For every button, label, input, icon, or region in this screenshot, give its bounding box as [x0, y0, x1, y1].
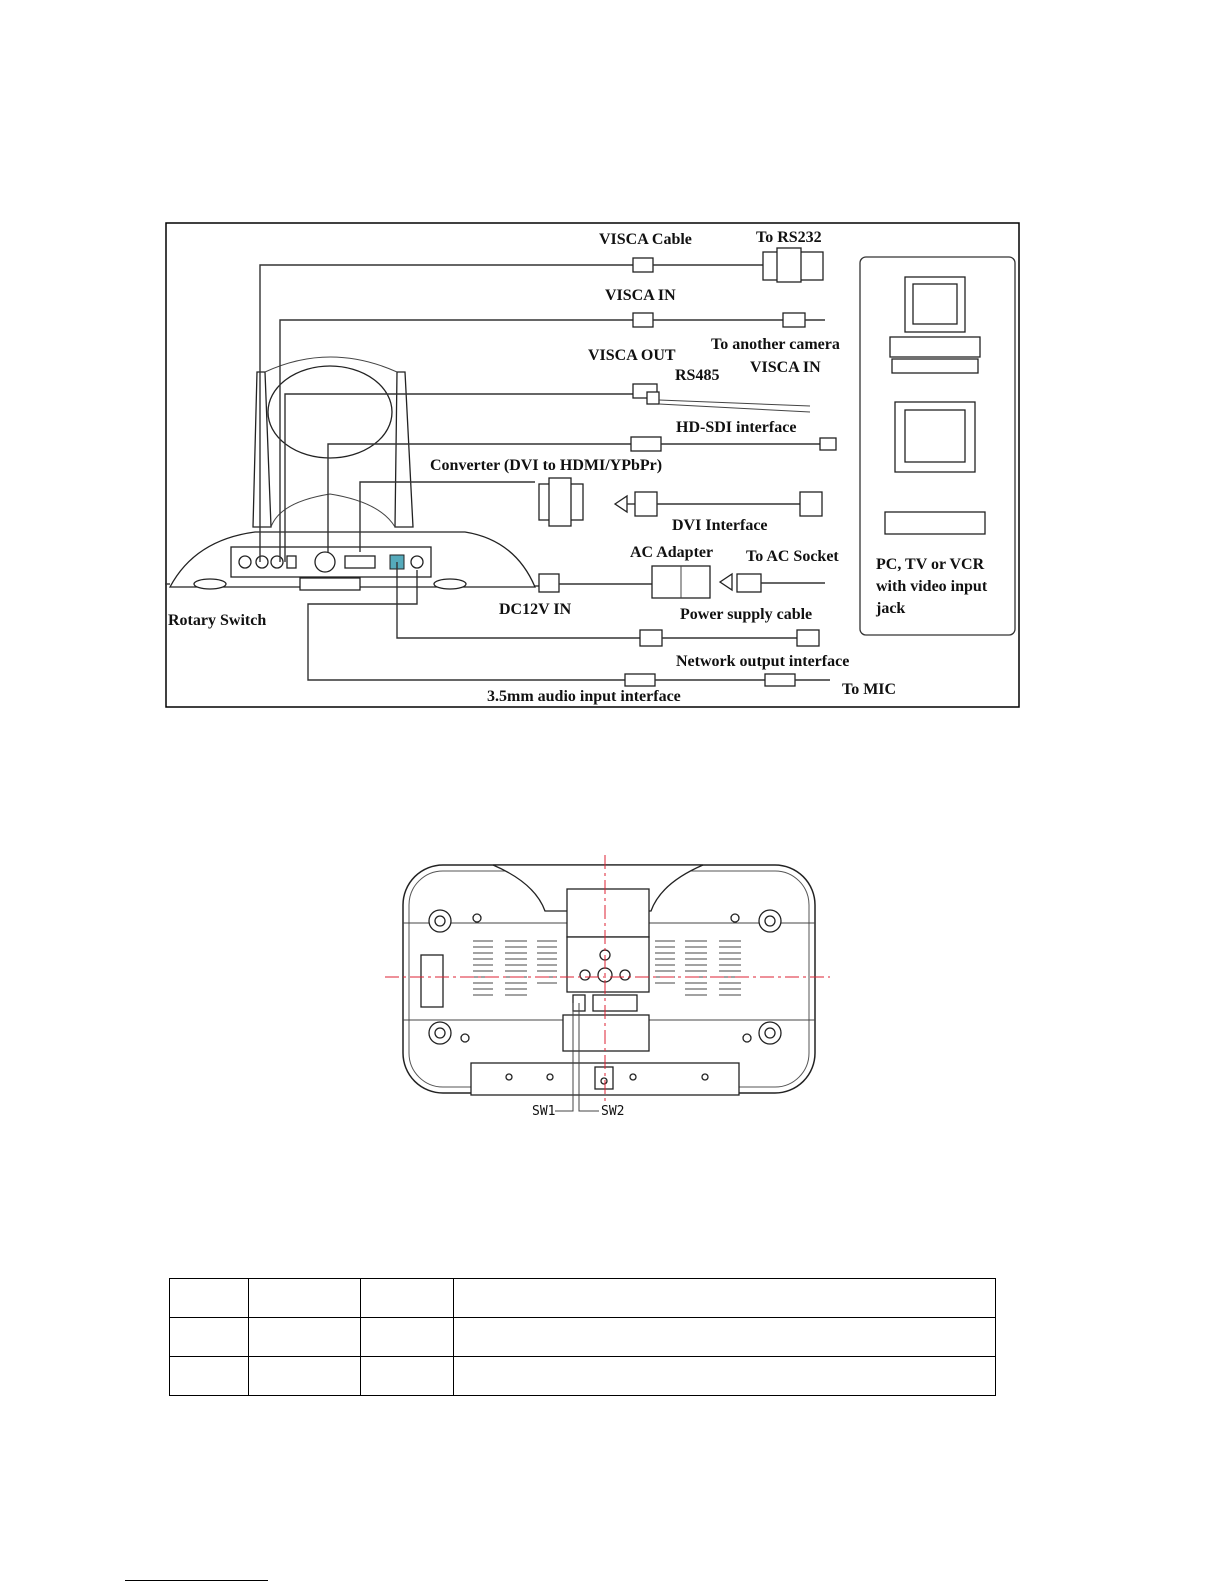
label-to-ac-socket: To AC Socket: [746, 548, 839, 565]
table-cell: [361, 1318, 454, 1357]
label-converter: Converter (DVI to HDMI/YPbPr): [430, 457, 663, 474]
label-to-mic: To MIC: [842, 681, 897, 698]
label-power-supply-cable: Power supply cable: [680, 606, 813, 623]
table-cell: [249, 1357, 361, 1396]
switch-settings-table: [169, 1278, 996, 1396]
connection-diagram: [165, 222, 1020, 708]
label-rotary-switch: Rotary Switch: [168, 612, 267, 629]
table-cell: [454, 1357, 996, 1396]
table-cell: [249, 1318, 361, 1357]
label-devices-line3: jack: [876, 600, 906, 617]
label-visca-out: VISCA OUT: [588, 347, 676, 364]
label-to-another-camera: To another camera: [711, 336, 840, 353]
table-cell: [361, 1357, 454, 1396]
table-cell: [454, 1279, 996, 1318]
table-row: [170, 1279, 996, 1318]
label-sw1: SW1: [532, 1104, 556, 1119]
camera-bottom-view: [385, 855, 830, 1125]
table-cell: [170, 1318, 249, 1357]
label-dc12v-in: DC12V IN: [499, 601, 572, 618]
table-cell: [361, 1279, 454, 1318]
table-cell: [170, 1357, 249, 1396]
label-ac-adapter: AC Adapter: [630, 544, 714, 561]
label-another-camera-visca-in: VISCA IN: [750, 359, 821, 376]
table-cell: [454, 1318, 996, 1357]
label-sw2: SW2: [601, 1104, 625, 1119]
label-visca-cable: VISCA Cable: [599, 231, 692, 248]
label-visca-in: VISCA IN: [605, 287, 676, 304]
footnote-separator: [125, 1580, 268, 1581]
label-hd-sdi: HD-SDI interface: [676, 419, 797, 436]
label-network-output: Network output interface: [676, 653, 850, 670]
label-devices-line2: with video input: [876, 578, 988, 595]
label-rs485: RS485: [675, 367, 720, 384]
table-cell: [249, 1279, 361, 1318]
label-audio-input: 3.5mm audio input interface: [487, 688, 681, 705]
table-cell: [170, 1279, 249, 1318]
label-to-rs232: To RS232: [756, 229, 822, 246]
table-row: [170, 1318, 996, 1357]
label-dvi-interface: DVI Interface: [672, 517, 768, 534]
table-row: [170, 1357, 996, 1396]
label-devices-line1: PC, TV or VCR: [876, 556, 985, 573]
